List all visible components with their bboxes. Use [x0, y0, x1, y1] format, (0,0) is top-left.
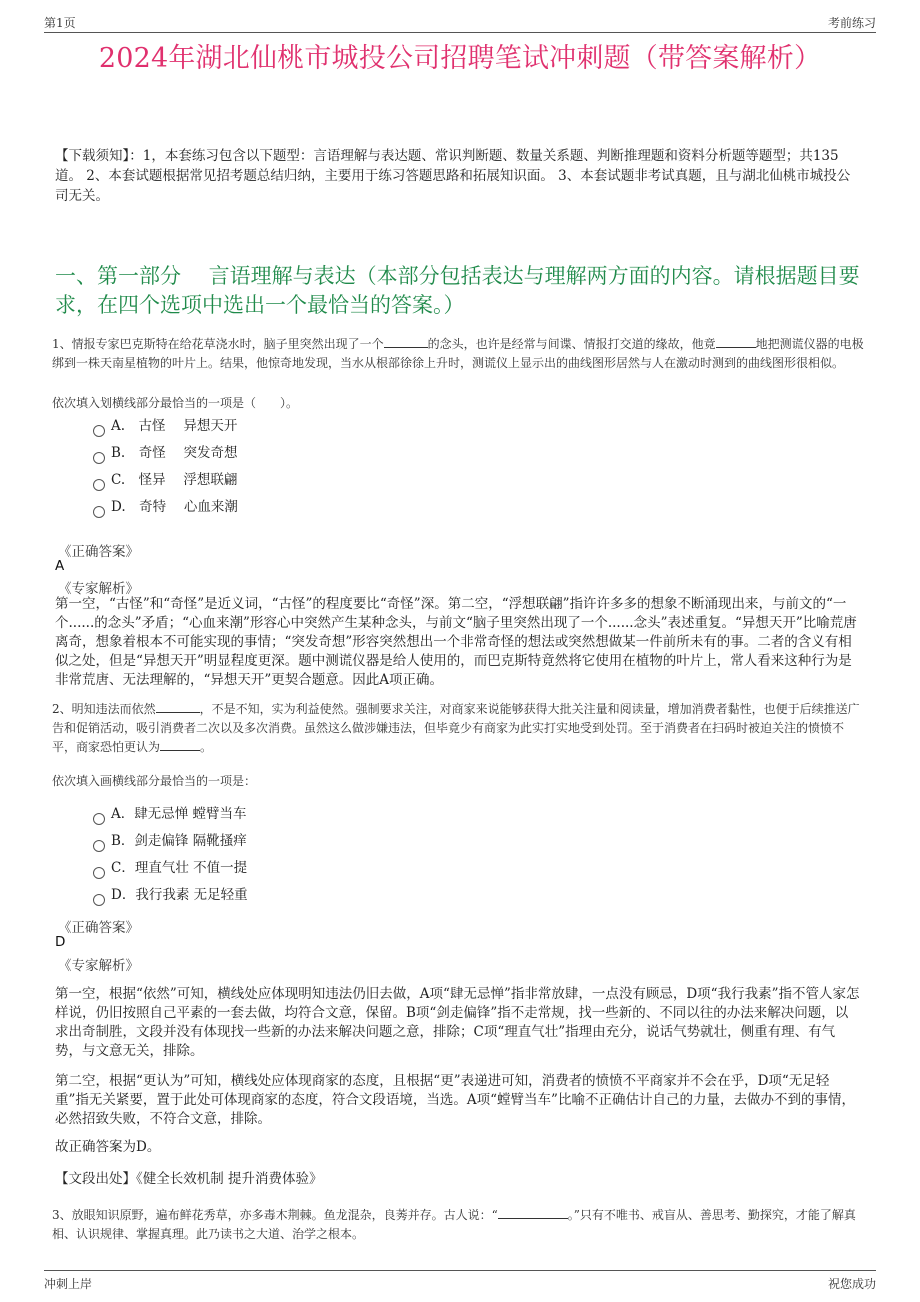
q1-option-d[interactable]: D. 奇特 心血来潮 [93, 498, 238, 516]
footer-left: 冲刺上岸 [44, 1277, 93, 1291]
question-1-text: 1、情报专家巴克斯特在给花草浇水时，脑子里突然出现了一个 的念头，也许是经常与间谍、情报打交道的缘故，他竟 地把测谎仪器的电极绑到一株天南星植物的叶片上。结果，他惊奇地发现，当水从根部徐徐上升时，测谎仪上显示出的曲线图形居然与人在激动时测到的曲线图形很相似。 [52, 337, 864, 370]
q1-analysis-label: 《专家解析》 [58, 581, 139, 597]
q1-option-a[interactable]: A. 古怪 异想天开 [93, 417, 237, 435]
question-2-prompt: 依次填入画横线部分最恰当的一项是： [52, 774, 257, 788]
section-heading: 一、第一部分 言语理解与表达（本部分包括表达与理解两方面的内容。请根据题目要求，在四个选项中选出一个最恰当的答案。） [55, 264, 860, 317]
page-header [44, 12, 876, 33]
q2-option-a[interactable]: A．肆无忌惮 螳臂当车 [93, 805, 247, 823]
footer-right: 祝您成功 [827, 1277, 876, 1291]
q2-answer-label: 《正确答案》 [58, 920, 139, 936]
q2-conclusion: 故正确答案为D。 [55, 1139, 161, 1155]
download-notice: 【下载须知】：1，本套练习包含以下题型：言语理解与表达题、常识判断题、数量关系题、判断推理题和资料分析题等题型；共135道。 2、本套试题根据常见招考题总结归纳，主要用于练习答题思路和拓展知识面。 3、本套试题非考试真题，且与湖北仙桃市城投公司无关。 [55, 148, 851, 204]
page-number: 第1页 [44, 16, 76, 30]
q2-option-d[interactable]: D．我行我素 无足轻重 [93, 886, 248, 904]
radio-icon[interactable] [93, 840, 105, 852]
question-3-text: 3、放眼知识原野，遍布鲜花秀草，亦多毒木荆棘。鱼龙混杂，良莠并存。古人说：“ 。”只有不唯书、戒盲从、善思考、勤探究，才能了解真相、认识规律、掌握真理。此乃读书之大道、治学之根本。 [52, 1208, 856, 1241]
radio-icon[interactable] [93, 813, 105, 825]
q1-answer: A [55, 558, 65, 574]
question-1-prompt: 依次填入划横线部分最恰当的一项是（ ）。 [52, 396, 299, 410]
question-2-text: 2、明知违法而依然 ，不是不知，实为利益使然。强制要求关注，对商家来说能够获得大批关注量和阅读量，增加消费者黏性，也便于后续推送广告和促销活动，吸引消费者二次以及多次消费。虽然这么做涉嫌违法，但毕竟少有商家为此实打实地受到处罚。至于消费者在扫码时被迫关注的愤愤不平，商家恐怕更认为 。 [52, 702, 860, 754]
q2-analysis-2: 第二空，根据“更认为”可知，横线处应体现商家的态度，且根据“更”表递进可知，消费者的愤愤不平商家并不会在乎，D项“无足轻重”指无关紧要，置于此处可体现商家的态度，符合文段语境，当选。A项“螳臂当车”比喻不正确估计自己的力量，去做办不到的事情，必然招致失败，不符合文意，排除。 [55, 1073, 855, 1127]
q2-source: 【文段出处】《健全长效机制 提升消费体验》 [55, 1171, 323, 1187]
q2-option-b[interactable]: B．剑走偏锋 隔靴搔痒 [93, 832, 247, 850]
q1-answer-label: 《正确答案》 [58, 544, 139, 560]
radio-icon[interactable] [93, 425, 105, 437]
document-title: 2024年湖北仙桃市城投公司招聘笔试冲刺题（带答案解析） [98, 43, 822, 74]
radio-icon[interactable] [93, 479, 105, 491]
header-label: 考前练习 [827, 16, 876, 30]
radio-icon[interactable] [93, 867, 105, 879]
radio-icon[interactable] [93, 894, 105, 906]
q2-analysis-label: 《专家解析》 [58, 958, 139, 974]
q2-option-c[interactable]: C．理直气壮 不值一提 [93, 859, 247, 877]
q2-answer: D [55, 934, 66, 950]
radio-icon[interactable] [93, 452, 105, 464]
q1-option-b[interactable]: B. 奇怪 突发奇想 [93, 444, 238, 462]
radio-icon[interactable] [93, 506, 105, 518]
q1-analysis: 第一空，“古怪”和“奇怪”是近义词，“古怪”的程度要比“奇怪”深。第二空，“浮想联翩”指许许多多的想象不断涌现出来，与前文的“一个......的念头”矛盾；“心血来潮”形容心中突然产生某种念头，与前文“脑子里突然出现了一个......念头”表述重复。“异想天开”比喻荒唐离奇，想象着根本不可能实现的事情；“突发奇想”形容突然想出一个非常奇怪的想法或突然想做某一件前所未有的事。二者的含义有相似之处，但是“异想天开”明显程度更深。题中测谎仪器是给人使用的，而巴克斯特竟然将它使用在植物的叶片上，常人看来这种行为是非常荒唐、无法理解的，“异想天开”更契合题意。因此A项正确。 [55, 596, 857, 688]
page-footer [44, 1270, 876, 1295]
q1-option-c[interactable]: C. 怪异 浮想联翩 [93, 471, 237, 489]
q2-analysis-1: 第一空，根据“依然”可知，横线处应体现明知违法仍旧去做，A项“肆无忌惮”指非常放肆，一点没有顾忌，D项“我行我素”指不管人家怎样说，仍旧按照自己平素的一套去做，均符合文意，保留。B项“剑走偏锋”指不走常规，找一些新的、不同以往的办法来解决问题，以求出奇制胜，文段并没有体现找一些新的办法来解决问题之意，排除；C项“理直气壮”指理由充分，说话气势就壮，侧重有理、有气势，与文意无关，排除。 [55, 986, 860, 1059]
